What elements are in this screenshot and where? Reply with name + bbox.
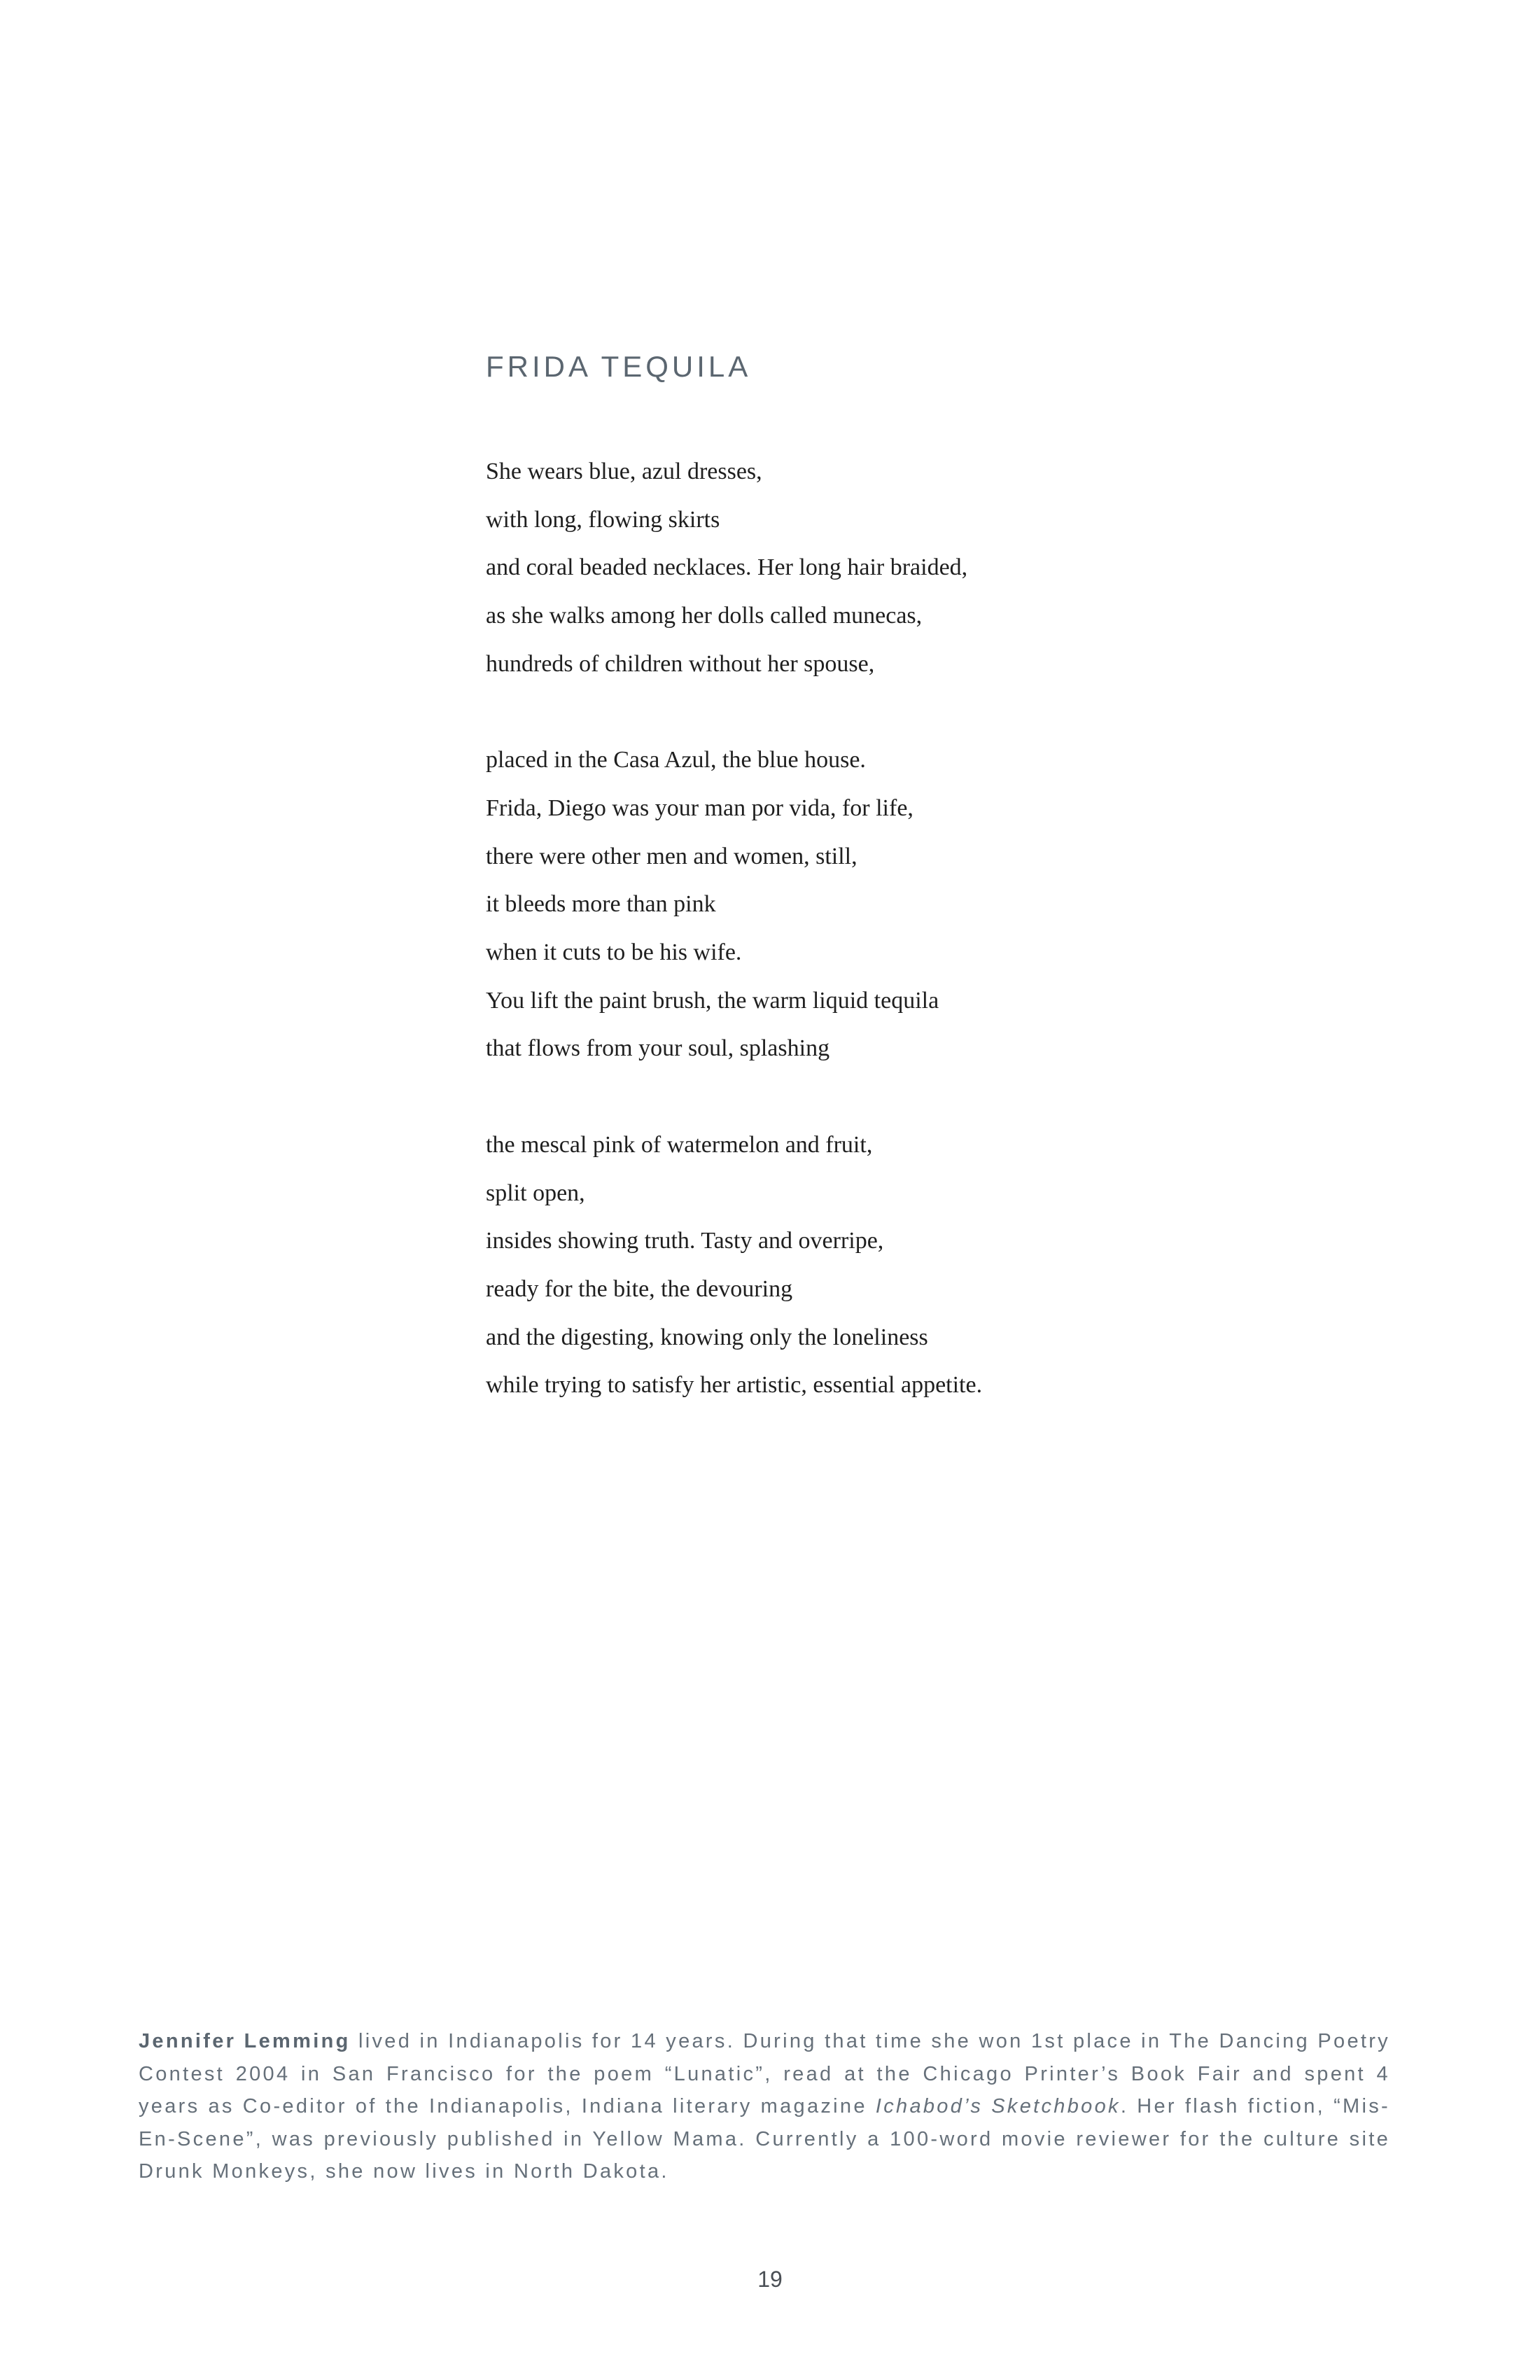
page-number: 19 [757, 2267, 783, 2292]
poem-line: and coral beaded necklaces. Her long hair braided, [486, 554, 968, 581]
magazine-title: Ichabod’s Sketchbook [875, 2095, 1121, 2118]
poem-body [486, 448, 1256, 1410]
stanza [486, 736, 1256, 1073]
bio-text: lived in Indianapolis for 14 years. During that time she won 1st place in The Dancing Poetry Contest 2004 in San Francisco for the poem “Lunatic”, read at the Chicago Printer’s Book Fair and spent 4 years as Co-editor of the Indianapolis, Indiana literary magazine [139, 2030, 1390, 2118]
poem-title: FRIDA TEQUILA [486, 350, 752, 383]
poem-line: while trying to satisfy her artistic, essential appetite. [486, 1372, 983, 1399]
poem-line: and the digesting, knowing only the loneliness [486, 1324, 928, 1350]
poem-line: that flows from your soul, splashing [486, 1035, 830, 1062]
poem-line: She wears blue, azul dresses, [486, 458, 762, 484]
author-name: Jennifer Lemming [139, 2030, 351, 2052]
poem-line: it bleeds more than pink [486, 891, 716, 918]
poem-line: Frida, Diego was your man por vida, for life, [486, 794, 913, 821]
poem-line: insides showing truth. Tasty and overripe, [486, 1228, 884, 1254]
poem-line: hundreds of children without her spouse, [486, 650, 875, 677]
poem-line: the mescal pink of watermelon and fruit, [486, 1131, 873, 1158]
author-bio [139, 2025, 1390, 2188]
poem-line: as she walks among her dolls called munecas, [486, 603, 923, 629]
bio-text: . Her flash fiction, “Mis-En-Scene”, was previously published in Yellow Mama. Currently a 100-word movie reviewer for the culture site Drunk Monkeys, she now lives in North Dakota. [139, 2095, 1390, 2183]
poem-line: when it cuts to be his wife. [486, 939, 742, 966]
poem-line: there were other men and women, still, [486, 843, 858, 869]
poem-line: split open, [486, 1180, 585, 1206]
poem-line: with long, flowing skirts [486, 506, 720, 533]
poem-line: placed in the Casa Azul, the blue house. [486, 747, 866, 774]
poem-line: You lift the paint brush, the warm liquid tequila [486, 987, 939, 1014]
stanza [486, 1121, 1256, 1410]
poem-line: ready for the bite, the devouring [486, 1275, 793, 1302]
stanza [486, 448, 1256, 689]
